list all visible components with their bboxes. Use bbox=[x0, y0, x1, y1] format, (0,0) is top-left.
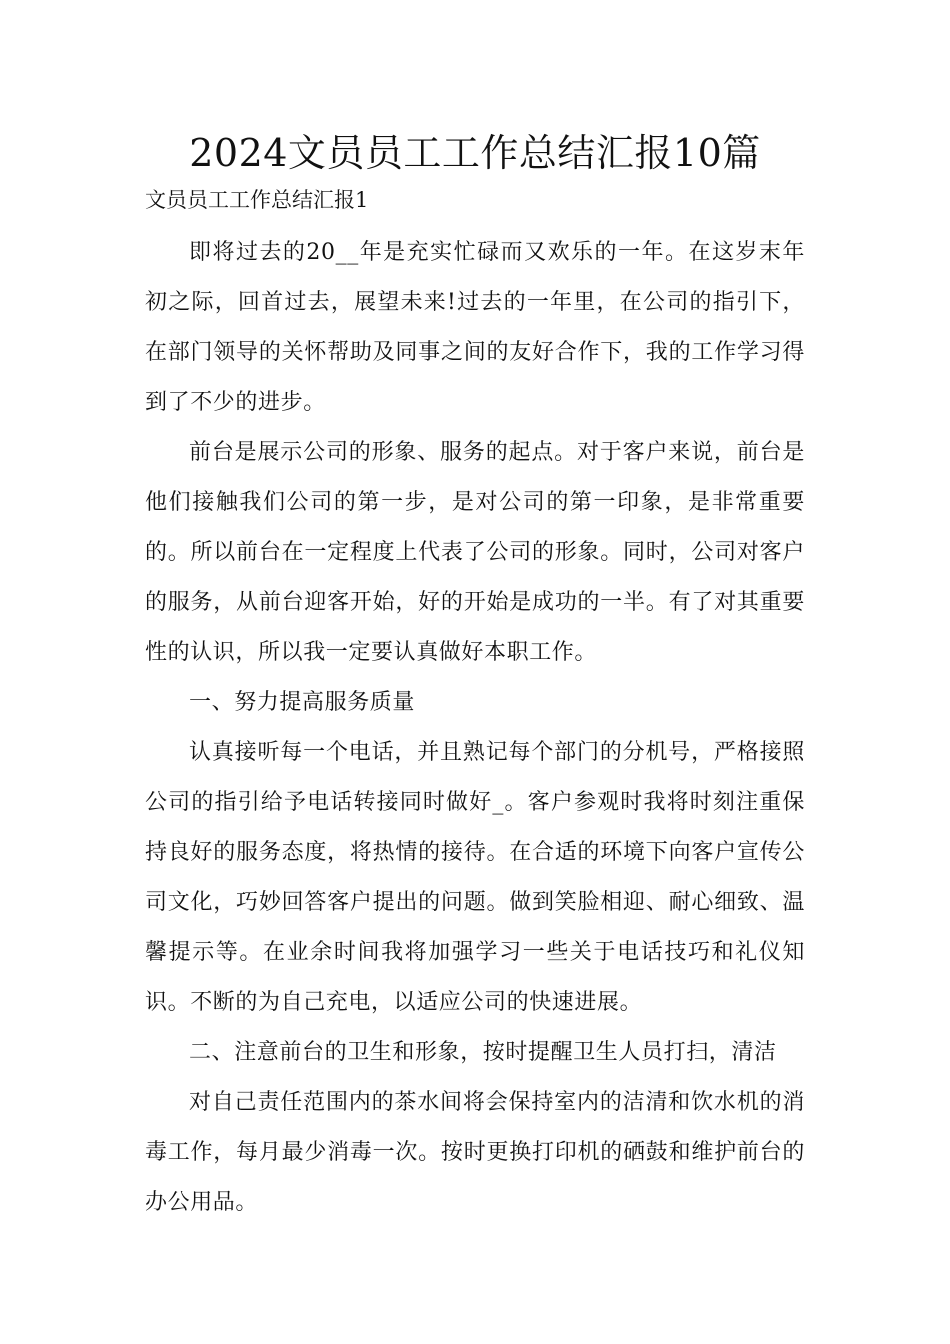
section-heading-hygiene: 二、注意前台的卫生和形象，按时提醒卫生人员打扫，清洁 bbox=[189, 1040, 777, 1065]
document-body bbox=[145, 228, 805, 1228]
section-heading-service-quality: 一、努力提高服务质量 bbox=[189, 690, 416, 715]
document-title: 2024文员员工工作总结汇报10篇 bbox=[189, 131, 761, 175]
document-subtitle: 文员员工工作总结汇报1 bbox=[145, 188, 369, 212]
paragraph-phone-service: 认真接听每一个电话，并且熟记每个部门的分机号，严格接照公司的指引给予电话转接同时做好_。客户参观时我将时刻注重保持良好的服务态度，将热情的接待。在合适的环境下向客户宣传公司文化，巧妙回答客户提出的问题。做到笑脸相迎、耐心细致、温馨提示等。在业余时间我将加强学习一些关于电话技巧和礼仪知识。不断的为自己充电，以适应公司的快速进展。 bbox=[145, 740, 805, 1015]
paragraph-front-desk: 前台是展示公司的形象、服务的起点。对于客户来说，前台是他们接触我们公司的第一步，是对公司的第一印象，是非常重要的。所以前台在一定程度上代表了公司的形象。同时，公司对客户的服务，从前台迎客开始，好的开始是成功的一半。有了对其重要性的认识，所以我一定要认真做好本职工作。 bbox=[145, 440, 805, 665]
paragraph-intro: 即将过去的20__年是充实忙碌而又欢乐的一年。在这岁末年初之际，回首过去，展望未来!过去的一年里，在公司的指引下，在部门领导的关怀帮助及同事之间的友好合作下，我的工作学习得到了不少的进步。 bbox=[145, 240, 805, 415]
paragraph-tea-room: 对自己责任范围内的茶水间将会保持室内的洁清和饮水机的消毒工作，每月最少消毒一次。按时更换打印机的硒鼓和维护前台的办公用品。 bbox=[145, 1090, 805, 1215]
